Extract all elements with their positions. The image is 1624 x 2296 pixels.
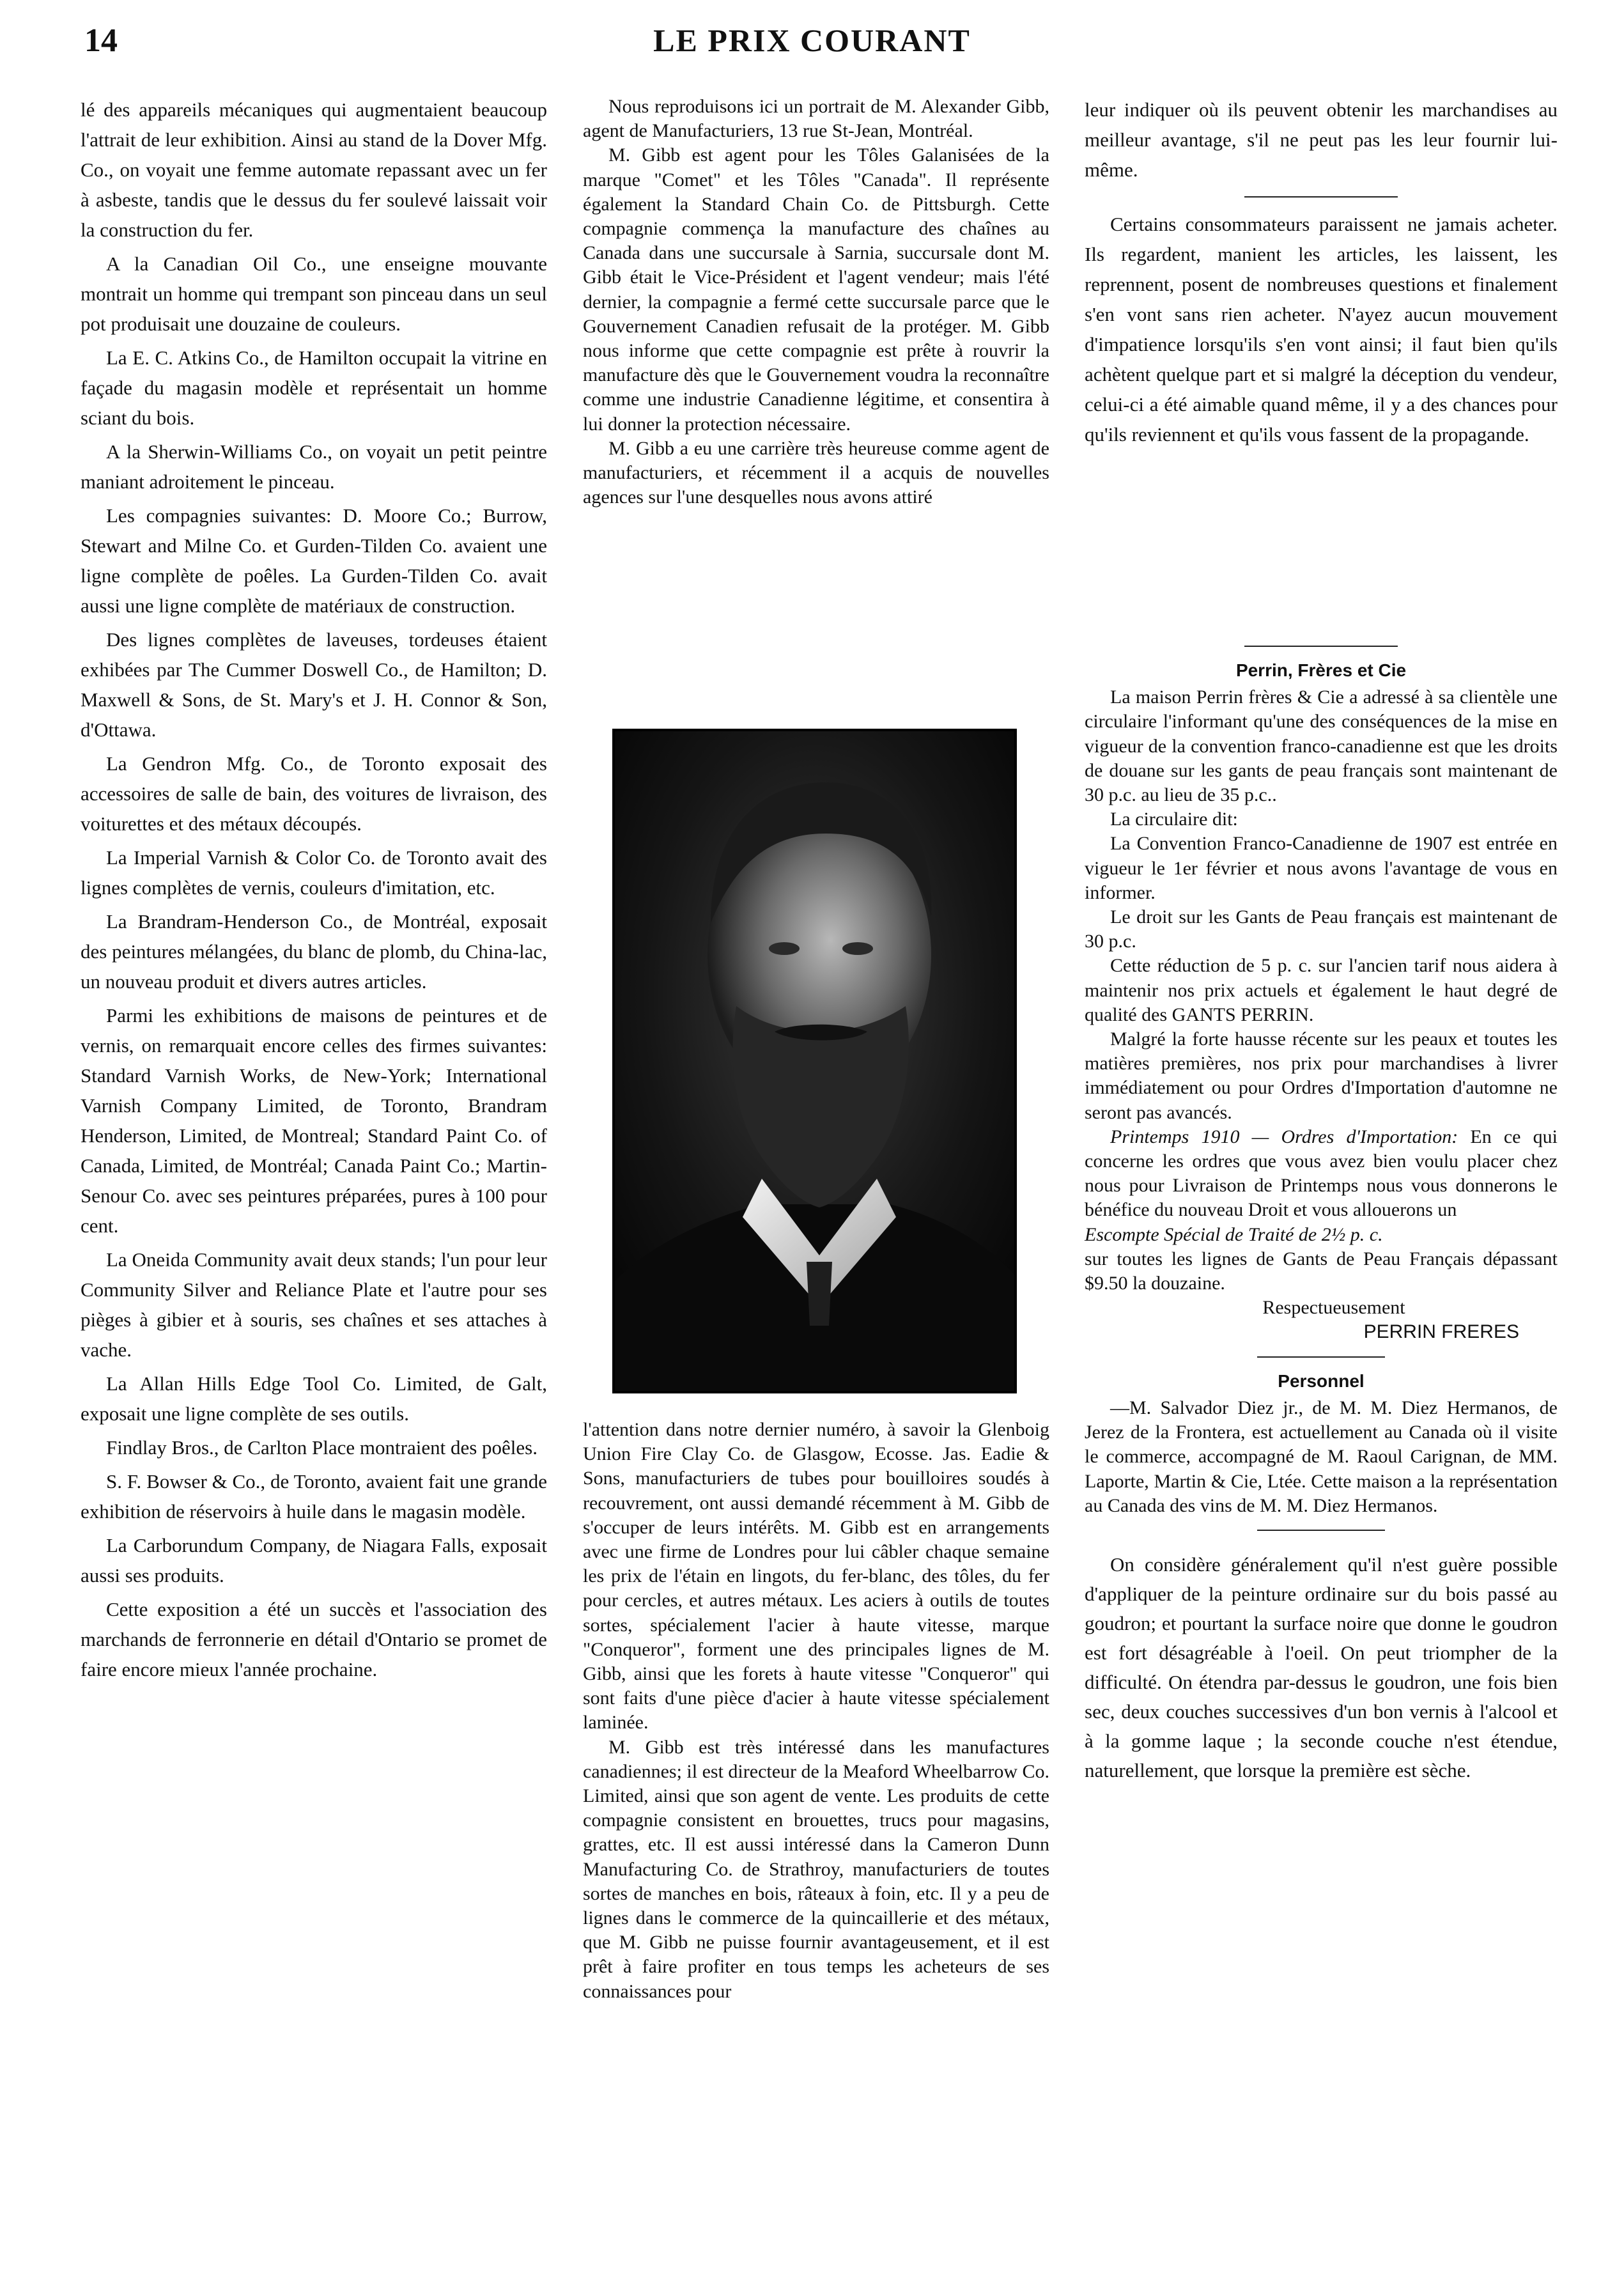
paragraph: La E. C. Atkins Co., de Hamilton occupait la vitrine en façade du magasin modèle et représentait un homme sciant du bois. [81, 346, 547, 429]
paragraph: M. Gibb est très intéressé dans les manufactures canadiennes; il est directeur de la Meaford Wheelbarrow Co. Limited, ainsi que son agent de vente. Les produits de cette compagnie consistent en brouettes, trucs pour magasins, grattes, etc. Il est aussi intéressé dans la Cameron Dunn Manufacturing Co. de Strathroy, manufacturiers de toutes sortes de manches en bois, râteaux à foin, etc. Il y a peu de lignes dans le commerce de la quincaillerie et des métaux, que M. Gibb ne puisse fournir avantageusement, et il est prêt à faire profiter en tous temps les acheteurs de ses connaissances pour [583, 1736, 1049, 2002]
masthead-title: LE PRIX COURANT [653, 22, 971, 58]
paragraph: La Convention Franco-Canadienne de 1907 est entrée en vigueur le 1er février et nous avons l'avantage de vous en informer. [1085, 833, 1558, 903]
paragraph: La circulaire dit: [1110, 809, 1238, 830]
paragraph: Cette réduction de 5 p. c. sur l'ancien tarif nous aidera à maintenir nos prix actuels et également le haut degré de qualité des GANTS PERRIN. [1085, 955, 1558, 1025]
page-number: 14 [84, 22, 118, 59]
paragraph [1085, 1223, 1558, 1247]
italic-text: Escompte Spécial de Traité de 2½ p. c. [1085, 1223, 1383, 1245]
column-3-bottom [1085, 646, 1558, 1785]
signature: PERRIN FRERES [1363, 1321, 1519, 1343]
italic-text: Printemps 1910 — Ordres d'Importation: [1110, 1126, 1458, 1147]
paragraph: Certains consommateurs paraissent ne jamais acheter. Ils regardent, manient les articles, les laissent, les reprennent, posent de nombreuses questions et finalement s'en vont sans rien acheter. N'ayez aucun mouvement d'impatience lorsqu'ils s'en vont ainsi; il faut bien qu'ils achètent quelque part et si malgré la déception du vendeur, celui-ci a été aimable quand même, il y a des chances pour qu'ils reviennent et qu'ils vous fassent de la propagande. [1085, 213, 1558, 446]
paragraph [1085, 1125, 1558, 1223]
section-heading-perrin: Perrin, Frères et Cie [1235, 660, 1407, 680]
paragraph: leur indiquer où ils peuvent obtenir les marchandises au meilleur avantage, s'il ne peut pas les leur fournir lui-même. [1085, 98, 1558, 181]
closing-text: Respectueusement [1262, 1297, 1405, 1319]
section-divider [1244, 196, 1398, 198]
portrait-image [615, 731, 1014, 1391]
paragraph: Nous reproduisons ici un portrait de M. Alexander Gibb, agent de Manufacturiers, 13 rue St-Jean, Montréal. [583, 96, 1049, 142]
paragraph: On considère généralement qu'il n'est guère possible d'appliquer de la peinture ordinaire sur du bois passé au goudron; et pourtant la surface noire que donne le goudron est fort désagréable à l'oeil. On peut triompher de la difficulté. On étendra par-dessus le goudron, une fois bien sec, deux couches successives d'un bon vernis à l'alcool et à la gomme laque ; la seconde couche n'est étendue, naturellement, que lorsque la première est sèche. [1085, 1553, 1558, 1781]
paragraph: La Allan Hills Edge Tool Co. Limited, de Galt, exposait une ligne complète de ses outils. [81, 1372, 547, 1425]
paragraph: La maison Perrin frères & Cie a adressé à sa clientèle une circulaire l'informant qu'une des conséquences de la mise en vigueur de la convention franco-canadienne est que les droits de douane sur les gants de peau français sont maintenant de 30 p.c. au lieu de 35 p.c.. [1085, 686, 1558, 806]
paragraph: A la Sherwin-Williams Co., on voyait un petit peintre maniant adroitement le pinceau. [81, 440, 547, 493]
paragraph: lé des appareils mécaniques qui augmentaient beaucoup l'attrait de leur exhibition. Ainsi au stand de la Dover Mfg. Co., on voyait une femme automate repassant avec un fer à asbeste, tandis que le dessus du fer soulevé laissait voir la construction du fer. [81, 98, 547, 241]
column-3-top [1085, 95, 1558, 453]
paragraph: Le droit sur les Gants de Peau français est maintenant de 30 p.c. [1085, 906, 1558, 952]
column-2-bottom [583, 1418, 1049, 2004]
text-span: En ce qui concerne les ordres que vous avez bien voulu placer chez nous pour Livraison de Printemps nous vous donnerons le bénéfice du nouveau Droit et vous allouerons un [1085, 1126, 1558, 1221]
paragraph: La Brandram-Henderson Co., de Montréal, exposait des peintures mélangées, du blanc de plomb, du China-lac, un nouveau produit et divers autres articles. [81, 910, 547, 993]
paragraph: A la Canadian Oil Co., une enseigne mouvante montrait un homme qui trempant son pinceau dans un seul pot produisait une douzaine de couleurs. [81, 252, 547, 335]
paragraph: La Gendron Mfg. Co., de Toronto exposait des accessoires de salle de bain, des voitures de livraison, des voiturettes et des métaux découpés. [81, 752, 547, 835]
paragraph: Findlay Bros., de Carlton Place montraient des poêles. [106, 1436, 537, 1459]
paragraph: La Oneida Community avait deux stands; l'un pour leur Community Silver and Reliance Plate et l'autre pour ses pièges à gibier et à souris, ses chaînes et ses attaches à vache. [81, 1248, 547, 1361]
paragraph: Parmi les exhibitions de maisons de peintures et de vernis, on remarquait encore celles des firmes suivantes: Standard Varnish Works, de New-York; International Varnish Company Limited, de Toronto, Brandram Henderson, Limited, de Montreal; Standard Paint Co. of Canada, Limited, de Montréal; Canada Paint Co.; Martin-Senour Co. avec ses peintures préparées, pures à 100 pour cent. [81, 1004, 547, 1237]
paragraph: S. F. Bowser & Co., de Toronto, avaient fait une grande exhibition de réservoirs à huile dans le magasin modèle. [81, 1470, 547, 1523]
paragraph: Les compagnies suivantes: D. Moore Co.; Burrow, Stewart and Milne Co. et Gurden-Tilden Co. avaient une ligne complète de poêles. La Gurden-Tilden Co. avait aussi une ligne complète de matériaux de construction. [81, 504, 547, 617]
section-divider [1257, 1530, 1385, 1531]
column-2-top [583, 95, 1049, 509]
section-divider [1257, 1356, 1385, 1358]
paragraph: M. Gibb est agent pour les Tôles Galanisées de la marque "Comet" et les Tôles "Canada". Il représente également la Standard Chain Co. de Pittsburgh. Cette compagnie commença la manufacture des chaînes au Canada dans une succursale à Sarnia, succursale dont M. Gibb était le Vice-Président et l'agent vendeur; mais l'été dernier, la compagnie a fermé cette succursale parce que le Gouvernement Canadien refusait de la protéger. M. Gibb nous informe que cette compagnie est prête à rouvrir la manufacture dès que le Gouvernement voudra la reconnaître comme une industrie Canadienne légitime, et consentira à lui donner la protection nécessaire. [583, 144, 1049, 435]
section-heading-personnel: Personnel [1278, 1370, 1365, 1391]
paragraph: Malgré la forte hausse récente sur les peaux et toutes les matières premières, nos prix pour marchandises à livrer immédiatement ou pour Ordres d'Importation d'automne ne seront pas avancés. [1085, 1028, 1558, 1123]
column-1 [81, 95, 547, 1688]
paragraph: La Imperial Varnish & Color Co. de Toronto avait des lignes complètes de vernis, couleurs d'imitation, etc. [81, 846, 547, 899]
paragraph: Des lignes complètes de laveuses, tordeuses étaient exhibées par The Cummer Doswell Co., de Hamilton; D. Maxwell & Sons, de St. Mary's et J. H. Connor & Son, d'Ottawa. [81, 628, 547, 741]
paragraph: l'attention dans notre dernier numéro, à savoir la Glenboig Union Fire Clay Co. de Glasgow, Ecosse. Jas. Eadie & Sons, manufacturiers de tubes pour bouilloires soudés à recouvrement, ont aussi demandé récemment à M. Gibb de s'occuper de leurs intérêts. M. Gibb est en arrangements avec une firme de Londres pour lui câbler chaque semaine les prix de l'étain en lingots, du fer-blanc, des tôles, du fer pour cercles, et autres métaux. Les aciers à outils de toutes sortes, spécialement l'acier à haute vitesse, marque "Conqueror", forment une des principales lignes de M. Gibb, ainsi que les forets à haute vitesse "Conqueror" qui sont faits d'une pièce d'acier à haute vitesse spécialement laminée. [583, 1419, 1049, 1734]
paragraph: M. Gibb a eu une carrière très heureuse comme agent de manufacturiers, et récemment il a acquis de nouvelles agences sur l'une desquelles nous avons attiré [583, 437, 1049, 508]
portrait-photo [612, 729, 1017, 1393]
paragraph: —M. Salvador Diez jr., de M. M. Diez Hermanos, de Jerez de la Frontera, est actuellement au Canada où il visite le commerce, accompagné de M. Raoul Carignan, de MM. Laporte, Martin & Cie, Ltée. Cette maison a la représentation au Canada des vins de M. M. Diez Hermanos. [1085, 1397, 1558, 1516]
paragraph: Cette exposition a été un succès et l'association des marchands de ferronnerie en détail d'Ontario se promet de faire encore mieux l'année prochaine. [81, 1598, 547, 1680]
section-divider [1244, 646, 1398, 647]
paragraph: La Carborundum Company, de Niagara Falls, exposait aussi ses produits. [81, 1534, 547, 1586]
paragraph: sur toutes les lignes de Gants de Peau Français dépassant $9.50 la douzaine. [1085, 1248, 1558, 1294]
